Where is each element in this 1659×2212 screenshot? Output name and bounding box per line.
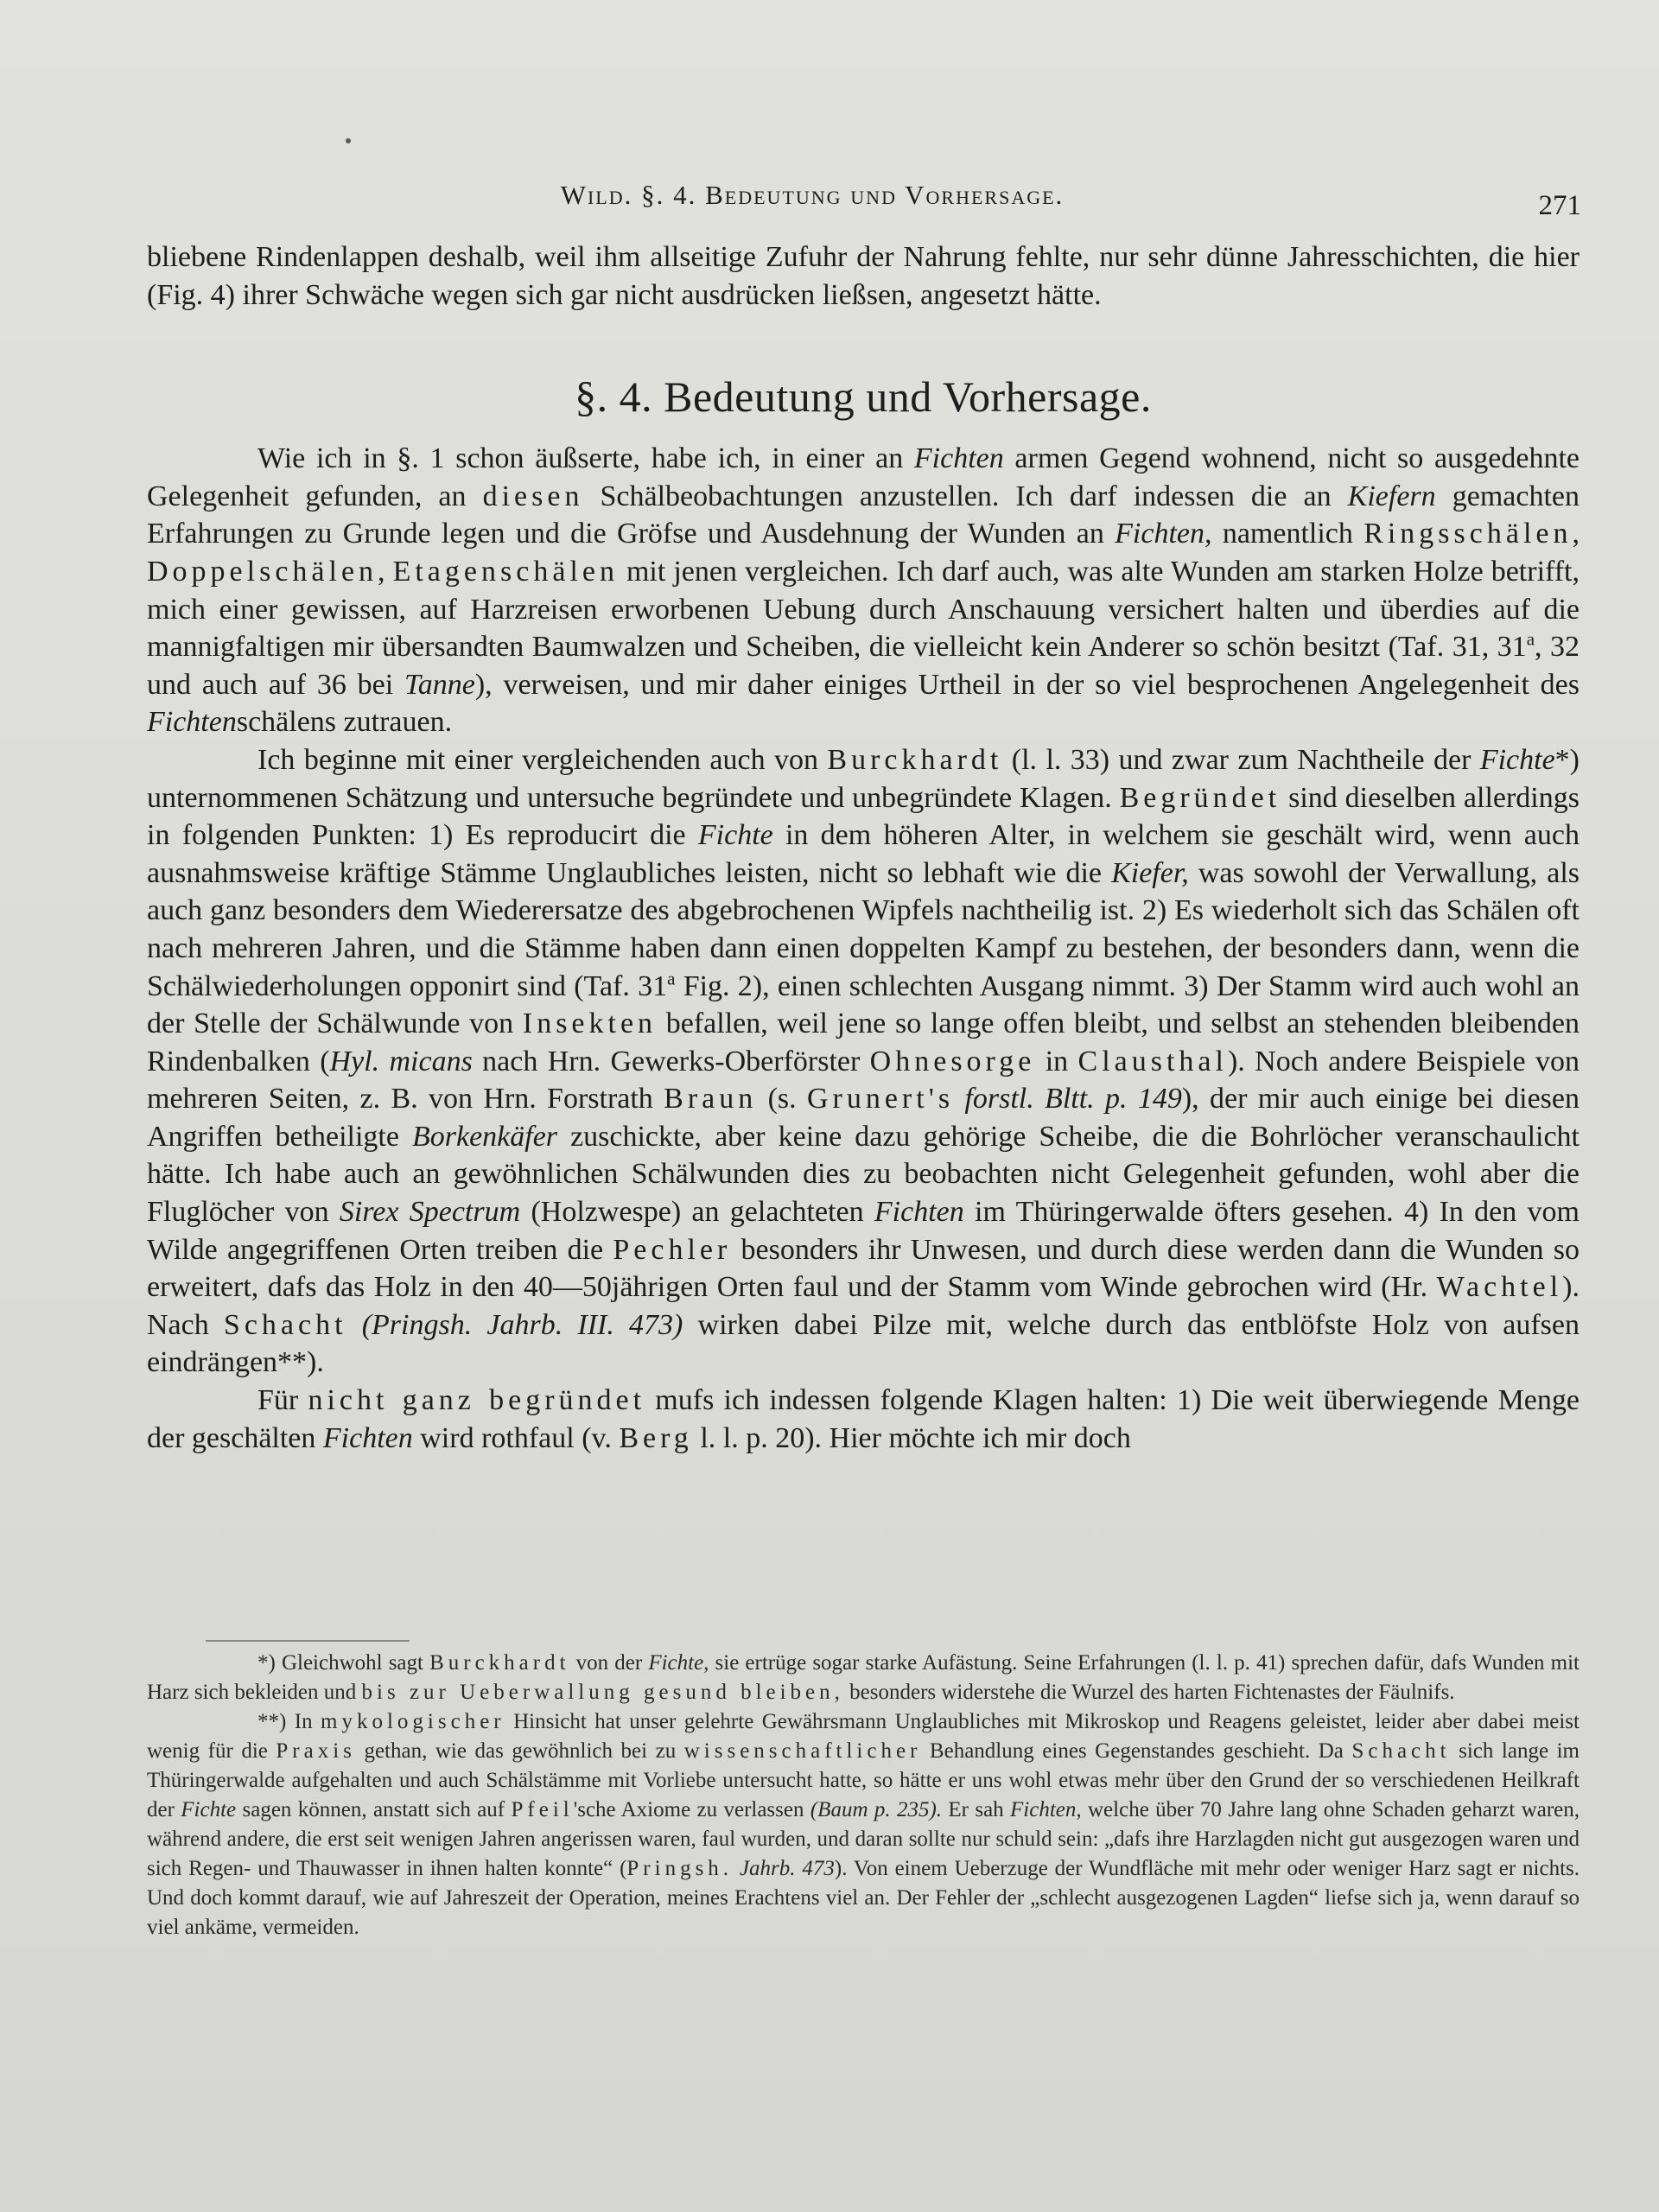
main-text xyxy=(147,238,1580,1457)
text-fragment: befallen, weil jene so lange offen bleibt, und selbst an stehenden bleibenden Rindenbalken ( xyxy=(147,1007,1580,1077)
text-fragment: (Baum p. 235). xyxy=(810,1798,943,1821)
text-fragment: Fichten xyxy=(322,1421,413,1454)
text-fragment: Fichte xyxy=(697,819,773,852)
text-fragment: Pechler xyxy=(613,1233,732,1266)
text-fragment: Schacht xyxy=(223,1308,347,1341)
text-fragment: Jahrb. 473 xyxy=(739,1857,835,1880)
text-fragment: forstl. Bltt. p. 149 xyxy=(964,1083,1182,1116)
text-fragment: bis zur Ueberwallung gesund bleiben, xyxy=(361,1681,844,1704)
text-fragment: schälens zutrauen. xyxy=(236,706,453,739)
text-fragment: Burckhardt xyxy=(429,1651,570,1675)
footnote-2 xyxy=(147,1707,1580,1942)
paragraph-2 xyxy=(147,741,1580,1382)
paragraph-3 xyxy=(147,1382,1580,1457)
text-fragment: Fichten, xyxy=(1115,518,1212,550)
text-fragment: nicht ganz begründet xyxy=(308,1384,646,1417)
text-fragment: ). Nach xyxy=(147,1271,1580,1341)
text-fragment: Er sah xyxy=(942,1798,1011,1821)
text-fragment: wissenschaftlicher xyxy=(683,1739,922,1763)
text-fragment: Schälbeobachtungen anzustellen. Ich darf indessen die an xyxy=(583,480,1348,512)
text-fragment: Ich beginne mit einer vergleichenden auch von xyxy=(257,743,828,776)
text-fragment: Kiefer, xyxy=(1111,856,1189,889)
text-fragment: nach Hrn. Gewerks-Oberförster xyxy=(472,1045,870,1077)
paragraph-1 xyxy=(147,440,1580,741)
text-fragment: Fichte, xyxy=(648,1651,709,1675)
text-fragment: gemachten Erfahrungen zu Grunde legen und die Gröfse und Ausdehnung der Wunden an xyxy=(147,480,1580,550)
text-fragment: , 32 und auch auf 36 bei xyxy=(147,631,1580,701)
text-fragment: (s. xyxy=(757,1083,807,1116)
text-fragment: sagen können, anstatt sich auf xyxy=(236,1798,512,1821)
footnote-rule xyxy=(206,1640,410,1642)
text-fragment: Kiefern xyxy=(1347,480,1436,512)
text-fragment: armen Gegend wohnend, nicht so ausgedehnte Gelegenheit gefunden, an xyxy=(147,442,1580,512)
text-fragment: l. l. p. 20). Hier möchte ich mir doch xyxy=(692,1421,1131,1454)
text-fragment: besonders widerstehe die Wurzel des harten Fichtenastes der Fäulnifs. xyxy=(843,1681,1455,1704)
text-fragment: (Pringsh. Jahrb. III. 473) xyxy=(361,1308,683,1341)
text-fragment: Schacht xyxy=(1351,1739,1451,1763)
text-fragment: Tanne xyxy=(404,668,475,701)
text-fragment: a xyxy=(667,968,676,989)
footnote-1 xyxy=(147,1649,1580,1707)
text-fragment: Behandlung eines Gegenstandes geschieht. Da xyxy=(921,1739,1352,1763)
text-fragment: (Holzwespe) an gelachteten xyxy=(520,1196,874,1229)
text-fragment: , xyxy=(378,555,393,588)
ink-smudge xyxy=(346,138,351,143)
text-fragment: Berg xyxy=(619,1421,693,1454)
text-fragment: Ringsschälen xyxy=(1363,518,1573,550)
text-fragment: Wachtel xyxy=(1436,1271,1563,1304)
running-head: Wild. §. 4. Bedeutung und Vorhersage. xyxy=(560,180,1065,210)
text-fragment: gethan, wie das gewöhnlich bei zu xyxy=(355,1739,684,1763)
text-fragment: sie ertrüge sogar starke Aufästung. Seine Erfahrungen (l. l. p. 41) sprechen dafür, dafs Wunden mit Harz sich bekleiden und xyxy=(147,1651,1580,1704)
text-fragment: wird rothfaul (v. xyxy=(412,1421,620,1454)
text-fragment: *) unternommenen Schätzung und untersuche begründete und unbegründete Klagen. xyxy=(147,743,1580,814)
text-fragment: in xyxy=(1035,1045,1078,1077)
text-fragment: Hinsicht hat unser gelehrte Gewährsmann Unglaubliches mit Mikroskop und Reagens geleistet, leider aber dabei meist wenig für die xyxy=(147,1710,1580,1763)
text-fragment: Wie ich in §. 1 schon äußserte, habe ich, in einer an xyxy=(257,442,914,475)
text-fragment: Fichten xyxy=(913,442,1004,475)
text-fragment: namentlich xyxy=(1211,518,1364,550)
text-fragment xyxy=(954,1083,964,1115)
text-fragment: Für xyxy=(257,1384,308,1417)
text-fragment: Fichten, xyxy=(1010,1798,1082,1821)
text-fragment xyxy=(347,1309,362,1341)
text-fragment: Begründet xyxy=(1119,781,1281,814)
text-fragment: mufs ich indessen folgende Klagen halten: 1) Die weit überwiegende Menge der geschälten xyxy=(147,1384,1580,1454)
text-fragment: Fichten xyxy=(147,706,237,739)
text-fragment: ), verweisen, und mir daher einiges Urtheil in der so viel besprochenen Angelegenheit des xyxy=(474,668,1580,701)
footnotes xyxy=(147,1649,1580,1942)
text-fragment: ). Von einem Ueberzuge der Wundfläche mit mehr oder weniger Harz sagt er nichts. Und doch kommt darauf, wie auf Jahreszeit der Operation, meines Erachtens viel an. Der Fehler der „schlecht ausgezogenen Lagden“ liefse sich ja, wenn darauf so viel ankäme, vermeiden. xyxy=(147,1857,1580,1939)
text-fragment: sind dieselben allerdings in folgenden Punkten: 1) Es reproducirt die xyxy=(147,781,1580,852)
text-fragment: mit jenen vergleichen. Ich darf auch, was alte Wunden am starken Holze betrifft, mich einer gewissen, auf Harzreisen erworbenen Uebung durch Anschauung versichert halten und überdies auf die mannigfaltigen mir übersandten Baumwalzen und Scheiben, die vielleicht kein Anderer so schön besitzt (Taf. 31, 31 xyxy=(147,555,1580,664)
text-fragment: Braun xyxy=(664,1083,758,1116)
page-number: 271 xyxy=(1538,190,1581,221)
text-fragment: Doppelschälen xyxy=(147,555,378,588)
text-fragment: a xyxy=(1526,628,1535,650)
text-fragment: Fichte xyxy=(1479,743,1555,776)
text-fragment: in dem höheren Alter, in welchem sie geschält wird, wenn auch ausnahmsweise kräftige Stämme Unglaubliches leisten, nicht so lebhaft wie die xyxy=(147,819,1580,889)
text-fragment: **) In xyxy=(257,1710,321,1733)
text-fragment: Sirex Spectrum xyxy=(339,1196,521,1229)
text-fragment: Fichten xyxy=(874,1196,964,1229)
text-fragment: 'sche Axiome zu verlassen xyxy=(573,1798,810,1821)
text-fragment: Fichte xyxy=(181,1798,237,1821)
text-fragment: Fig. 2), einen schlechten Ausgang nimmt. 3) Der Stamm wird auch wohl an der Stelle der Schälwunde von xyxy=(147,969,1580,1040)
text-fragment: mykologischer xyxy=(321,1710,505,1733)
text-fragment: wirken dabei Pilze mit, welche durch das entblöfste Holz von aufsen eindrängen**). xyxy=(147,1308,1580,1379)
text-fragment: Grunert's xyxy=(806,1083,955,1116)
text-fragment: Hyl. micans xyxy=(329,1045,473,1077)
text-fragment: besonders ihr Unwesen, und durch diese werden dann die Wunden so erweitert, dafs das Holz in den 40—50jährigen Orten faul und der Stamm vom Winde gebrochen wird (Hr. xyxy=(147,1233,1580,1304)
text-fragment xyxy=(733,1857,740,1880)
continuation-paragraph: bliebene Rindenlappen deshalb, weil ihm allseitige Zufuhr der Nahrung fehlte, nur sehr dünne Jahresschichten, die hier (Fig. 4) ihrer Schwäche wegen sich gar nicht ausdrücken ließsen, angesetzt hätte. xyxy=(147,241,1580,311)
text-fragment: Borkenkäfer xyxy=(412,1120,558,1153)
text-fragment: Pringsh. xyxy=(626,1857,734,1880)
text-fragment: *) Gleichwohl sagt xyxy=(257,1651,430,1675)
page-header xyxy=(147,173,1581,225)
text-fragment: zuschickte, aber keine dazu gehörige Scheibe, die die Bohrlöcher veranschaulicht hätte. Ich habe auch an gewöhnlichen Schälwunden dies zu beobachten nicht Gelegenheit gefunden, wohl aber die Fluglöcher von xyxy=(147,1120,1580,1229)
text-fragment: Insekten xyxy=(522,1007,658,1040)
text-fragment: Clausthal xyxy=(1077,1045,1228,1077)
text-fragment: von der xyxy=(569,1651,649,1675)
text-fragment: Pfeil xyxy=(511,1798,574,1821)
text-fragment: im Thüringerwalde öfters gesehen. 4) In den vom Wilde angegriffenen Orten treiben die xyxy=(147,1196,1580,1266)
text-fragment: , xyxy=(1572,518,1580,550)
section-title: §. 4. Bedeutung und Vorhersage. xyxy=(575,372,1152,422)
text-fragment: ). Noch andere Beispiele von mehreren Seiten, z. B. von Hrn. Forstrath xyxy=(147,1045,1580,1116)
text-fragment: Burckhardt xyxy=(827,743,1003,776)
text-fragment: Etagenschälen xyxy=(392,555,619,588)
text-fragment: sich lange im Thüringerwalde aufgehalten und auch Schälstämme mit Vorliebe untersucht hatte, so hätte er uns wohl etwas mehr über den Grund der so verschiedenen Heilkraft der xyxy=(147,1739,1580,1821)
text-fragment: diesen xyxy=(482,480,584,512)
text-fragment: Ohnesorge xyxy=(869,1045,1036,1077)
text-fragment: (l. l. 33) und zwar zum Nachtheile der xyxy=(1002,743,1480,776)
text-fragment: was sowohl der Verwallung, als auch ganz besonders dem Wiederersatze des abgebrochenen Wipfels nachtheilig ist. 2) Es wiederholt sich das Schälen oft nach mehreren Jahren, und die Stämme haben dann einen doppelten Kampf zu bestehen, der besonders dann, wenn die Schälwiederholungen opponirt sind (Taf. 31 xyxy=(147,856,1580,1002)
text-fragment: ), der mir auch einige bei diesen Angriffen betheiligte xyxy=(147,1083,1580,1153)
text-fragment: Praxis xyxy=(276,1739,356,1763)
text-fragment: welche über 70 Jahre lang ohne Schaden geharzt waren, während andere, die erst seit wenigen Jahren angerissen waren, faul wurden, und daran sollte nur schuld sein: „dafs ihre Harzlagden nicht gut ausgezogen waren und sich Regen- und Thauwasser in ihnen halten konnte“ ( xyxy=(147,1798,1580,1880)
